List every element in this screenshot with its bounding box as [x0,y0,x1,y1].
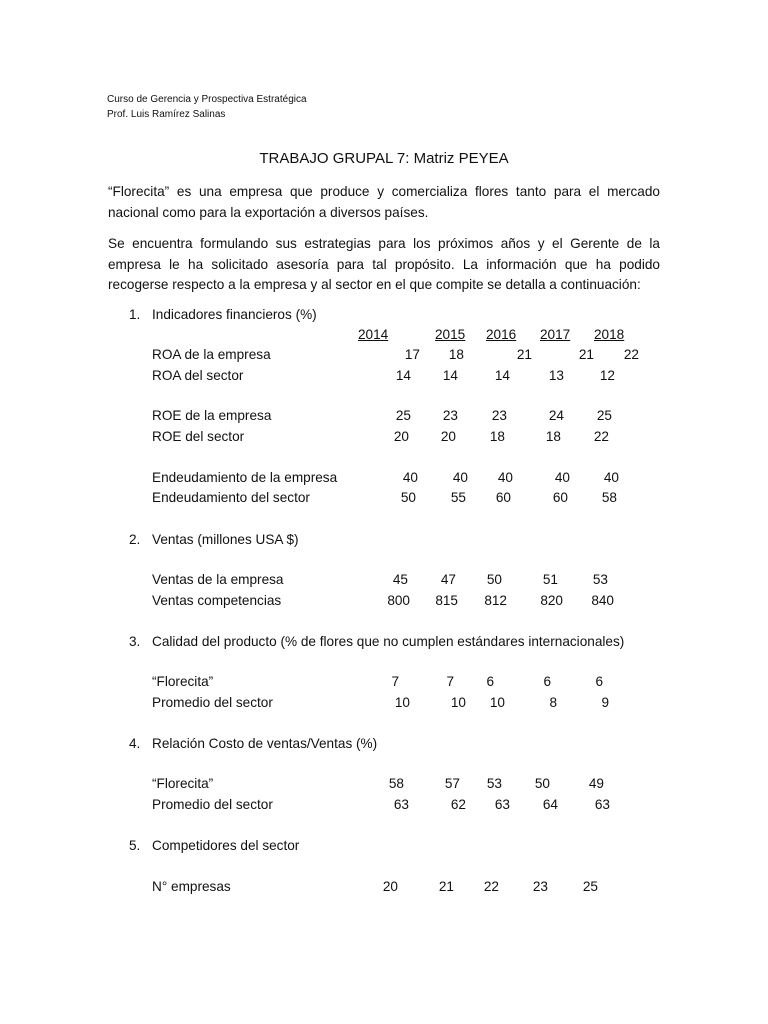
row-label: ROE del sector [152,429,245,444]
row-label: ROE de la empresa [152,408,272,423]
row-label: ROA del sector [152,368,244,383]
table-cell: 22 [593,429,609,444]
row-label: Endeudamiento del sector [152,490,310,505]
table-cell: 40 [603,470,619,485]
table-cell: 20 [393,429,409,444]
section-heading-4: 4. Relación Costo de ventas/Ventas (%) [129,736,378,751]
table-cell: 10 [489,695,505,710]
table-cell: 62 [450,797,466,812]
table-cell: 40 [554,470,570,485]
section-heading-1: 1. Indicadores financieros (%) [129,307,317,322]
table-cell: 40 [497,470,513,485]
table-cell: 51 [542,572,558,587]
table-cell: 60 [552,490,568,505]
table-cell: 23 [442,408,458,423]
course-name: Curso de Gerencia y Prospectiva Estratégica [107,94,307,105]
table-cell: 6 [486,674,494,689]
table-cell: 18 [448,347,464,362]
section-heading-5: 5. Competidores del sector [129,838,300,853]
context-paragraph: Se encuentra formulando sus estrategias para los próximos años y el Gerente de la empresa le ha solicitado asesoría para tal propósito. La información que ha podido recogerse respecto a la empresa y al sector en el que compite se detalla a continuación: [108,236,660,292]
table-cell: 7 [391,674,399,689]
table-cell: 17 [404,347,420,362]
table-cell: 20 [382,879,398,894]
table-cell: 21 [578,347,594,362]
table-cell: 6 [543,674,551,689]
table-cell: 8 [549,695,557,710]
table-cell: 9 [601,695,609,710]
year-2014: 2014 [358,327,389,342]
table-cell: 800 [387,593,410,608]
table-cell: 14 [442,368,458,383]
table-cell: 40 [452,470,468,485]
year-2018: 2018 [594,327,625,342]
table-cell: 24 [548,408,564,423]
table-cell: 22 [483,879,499,894]
table-cell: 23 [532,879,548,894]
row-label: Promedio del sector [152,695,273,710]
row-label: ROA de la empresa [152,347,271,362]
table-cell: 12 [599,368,615,383]
table-cell: 14 [494,368,510,383]
table-cell: 25 [582,879,598,894]
table-cell: 50 [534,776,550,791]
year-2016: 2016 [486,327,517,342]
table-cell: 60 [495,490,511,505]
table-cell: 40 [402,470,418,485]
table-cell: 58 [601,490,617,505]
professor-name: Prof. Luis Ramírez Salinas [107,108,226,120]
table-cell: 25 [395,408,411,423]
table-cell: 64 [542,797,558,812]
document-header [107,93,307,122]
row-label: Promedio del sector [152,797,273,812]
table-cell: 812 [484,593,507,608]
year-2017: 2017 [540,327,571,342]
table-cell: 820 [540,593,563,608]
table-cell: 47 [440,572,456,587]
table-cell: 22 [623,347,639,362]
table-cell: 18 [489,429,505,444]
section-heading-3: 3. Calidad del producto (% de flores que no cumplen estándares internacionales) [129,634,625,649]
table-cell: 18 [545,429,561,444]
table-cell: 21 [438,879,454,894]
table-cell: 10 [394,695,410,710]
table-cell: 7 [446,674,454,689]
intro-paragraph: “Florecita” es una empresa que produce y comercializa flores tanto para el mercado nacional como para la exportación a diversos países. [108,184,660,220]
table-cell: 58 [388,776,404,791]
table-cell: 63 [594,797,610,812]
row-label: Endeudamiento de la empresa [152,470,338,485]
table-cell: 50 [400,490,416,505]
row-label: “Florecita” [152,776,214,791]
row-label: Ventas competencias [152,593,282,608]
table-cell: 815 [435,593,458,608]
table-cell: 14 [395,368,411,383]
table-cell: 63 [393,797,409,812]
table-cell: 840 [591,593,614,608]
table-cell: 53 [486,776,502,791]
table-cell: 50 [486,572,502,587]
table-cell: 53 [592,572,608,587]
year-2015: 2015 [435,327,466,342]
table-cell: 6 [595,674,603,689]
table-cell: 10 [450,695,466,710]
row-label: Ventas de la empresa [152,572,284,587]
table-cell: 57 [444,776,460,791]
row-label: “Florecita” [152,674,214,689]
table-cell: 13 [548,368,564,383]
table-cell: 49 [588,776,604,791]
table-cell: 21 [516,347,532,362]
table-cell: 23 [491,408,507,423]
table-cell: 20 [440,429,456,444]
section-heading-2: 2. Ventas (millones USA $) [129,532,299,547]
row-label: N° empresas [152,879,231,894]
table-cell: 55 [450,490,466,505]
table-cell: 63 [494,797,510,812]
table-cell: 25 [596,408,612,423]
page-title: TRABAJO GRUPAL 7: Matriz PEYEA [259,150,509,167]
table-cell: 45 [392,572,408,587]
